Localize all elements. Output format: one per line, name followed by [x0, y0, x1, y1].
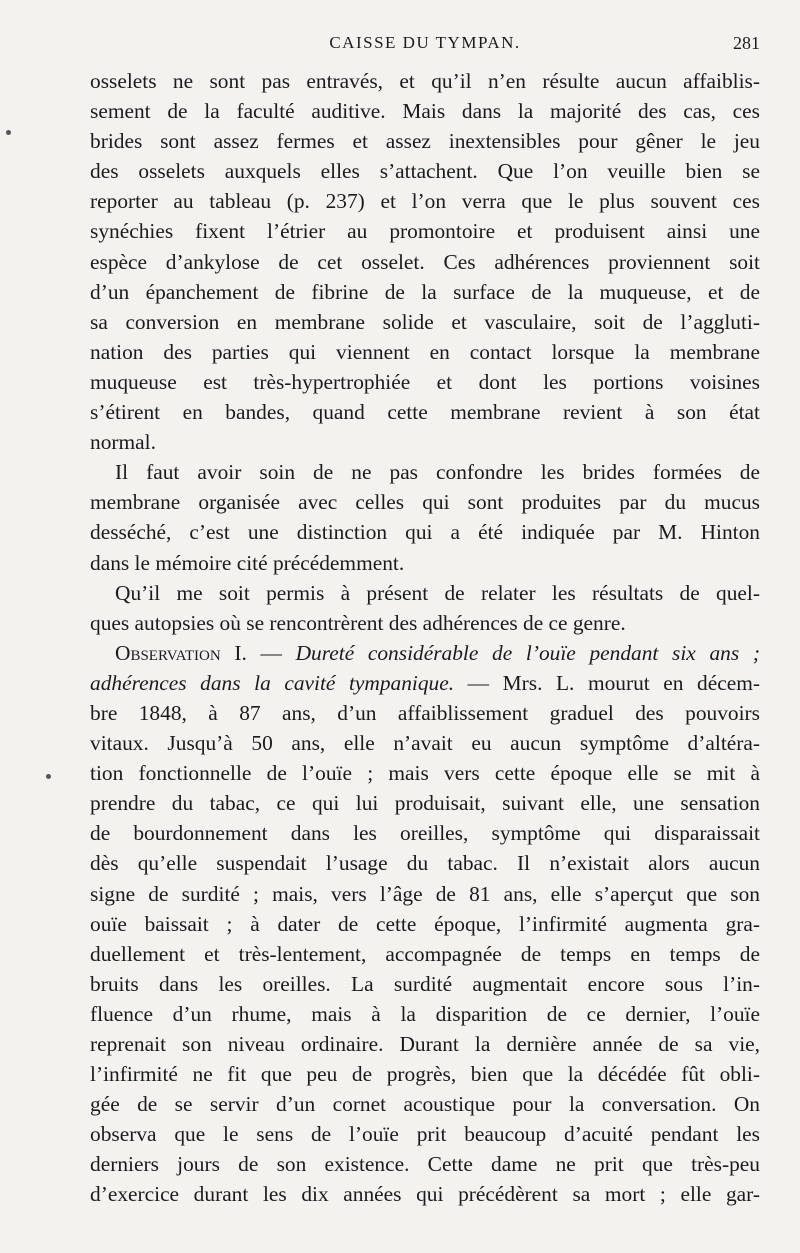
- text-line: vitaux. Jusqu’à 50 ans, elle n’avait eu aucun symptôme d’altéra-: [90, 731, 760, 756]
- running-header: [90, 33, 760, 61]
- text-line: dans le mémoire cité précédemment.: [90, 550, 405, 575]
- text-line: fluence d’un rhume, mais à la disparition de ce dernier, l’ouïe: [90, 1001, 760, 1026]
- text-line: Qu’il me soit permis à présent de relater les résultats de quel-: [115, 580, 760, 605]
- text-line: normal.: [90, 430, 156, 455]
- running-title: CAISSE DU TYMPAN.: [329, 33, 521, 52]
- page-number: 281: [733, 33, 760, 53]
- margin-speck: [46, 774, 51, 779]
- observation-dash: —: [260, 640, 282, 665]
- text-line: gée de se servir d’un cornet acoustique pour la conversation. On: [90, 1092, 760, 1117]
- text-line: bruits dans les oreilles. La surdité augmentait encore sous l’in-: [90, 971, 760, 996]
- text-line: ques autopsies où se rencontrèrent des adhérences de ce genre.: [90, 610, 626, 635]
- text-line: dès qu’elle suspendait l’usage du tabac. Il n’existait alors aucun: [90, 851, 760, 876]
- text-line: observa que le sens de l’ouïe prit beaucoup d’acuité pendant les: [90, 1122, 760, 1147]
- text-line: muqueuse est très-hypertrophiée et dont les portions voisines: [90, 369, 760, 394]
- text-line: tion fonctionnelle de l’ouïe ; mais vers cette époque elle se mit à: [90, 761, 760, 786]
- text-line: s’étirent en bandes, quand cette membrane revient à son état: [90, 400, 760, 425]
- text-line: desséché, c’est une distinction qui a été indiquée par M. Hinton: [90, 520, 760, 545]
- text-line: signe de surdité ; mais, vers l’âge de 81 ans, elle s’aperçut que son: [90, 881, 760, 906]
- text-line: nation des parties qui viennent en contact lorsque la membrane: [90, 339, 760, 364]
- text-line: bre 1848, à 87 ans, d’un affaiblissement graduel des pouvoirs: [90, 700, 760, 725]
- text-line: membrane organisée avec celles qui sont produites par du mucus: [90, 490, 760, 515]
- text-line: duellement et très-lentement, accompagnée de temps en temps de: [90, 941, 760, 966]
- text-line: synéchies fixent l’étrier au promontoire et produisent ainsi une: [90, 219, 760, 244]
- text-line: prendre du tabac, ce qui lui produisait, suivant elle, une sensation: [90, 791, 760, 816]
- text-line: de bourdonnement dans les oreilles, symptôme qui disparaissait: [90, 821, 760, 846]
- text-line: des osselets auxquels elles s’attachent. Que l’on veuille bien se: [90, 159, 760, 184]
- text-line: Il faut avoir soin de ne pas confondre les brides formées de: [115, 460, 760, 485]
- text-line: d’un épanchement de fibrine de la surface de la muqueuse, et de: [90, 279, 760, 304]
- text-line: sement de la faculté auditive. Mais dans la majorité des cas, ces: [90, 99, 760, 124]
- margin-speck: [6, 130, 11, 135]
- body-text: [90, 66, 760, 1210]
- observation-title-part2: adhérences dans la cavité tympanique.: [90, 670, 455, 695]
- text-line: ouïe baissait ; à dater de cette époque, l’infirmité augmenta gra-: [90, 911, 760, 936]
- observation-heading-line: [90, 638, 760, 668]
- text-line: reprenait son niveau ordinaire. Durant la dernière année de sa vie,: [90, 1032, 760, 1056]
- text-line: d’exercice durant les dix années qui précédèrent sa mort ; elle gar-: [90, 1182, 760, 1207]
- text-line: osselets ne sont pas entravés, et qu’il n’en résulte aucun affaiblis-: [90, 69, 760, 93]
- text-fragment: — Mrs. L. mourut en décem-: [467, 670, 760, 695]
- text-line: sa conversion en membrane solide et vasculaire, soit de l’aggluti-: [90, 309, 760, 334]
- observation-label: Observation I.: [115, 640, 247, 665]
- text-line: espèce d’ankylose de cet osselet. Ces adhérences proviennent soit: [90, 249, 760, 274]
- observation-title-part1: Dureté considérable de l’ouïe pendant six ans ;: [295, 640, 760, 665]
- text-line: derniers jours de son existence. Cette dame ne prit que très-peu: [90, 1152, 760, 1177]
- text-line: l’infirmité ne fit que peu de progrès, bien que la décédée fût obli-: [90, 1062, 760, 1087]
- text-line: reporter au tableau (p. 237) et l’on verra que le plus souvent ces: [90, 189, 760, 214]
- observation-heading-line: [90, 668, 760, 698]
- text-line: brides sont assez fermes et assez inextensibles pour gêner le jeu: [90, 129, 760, 154]
